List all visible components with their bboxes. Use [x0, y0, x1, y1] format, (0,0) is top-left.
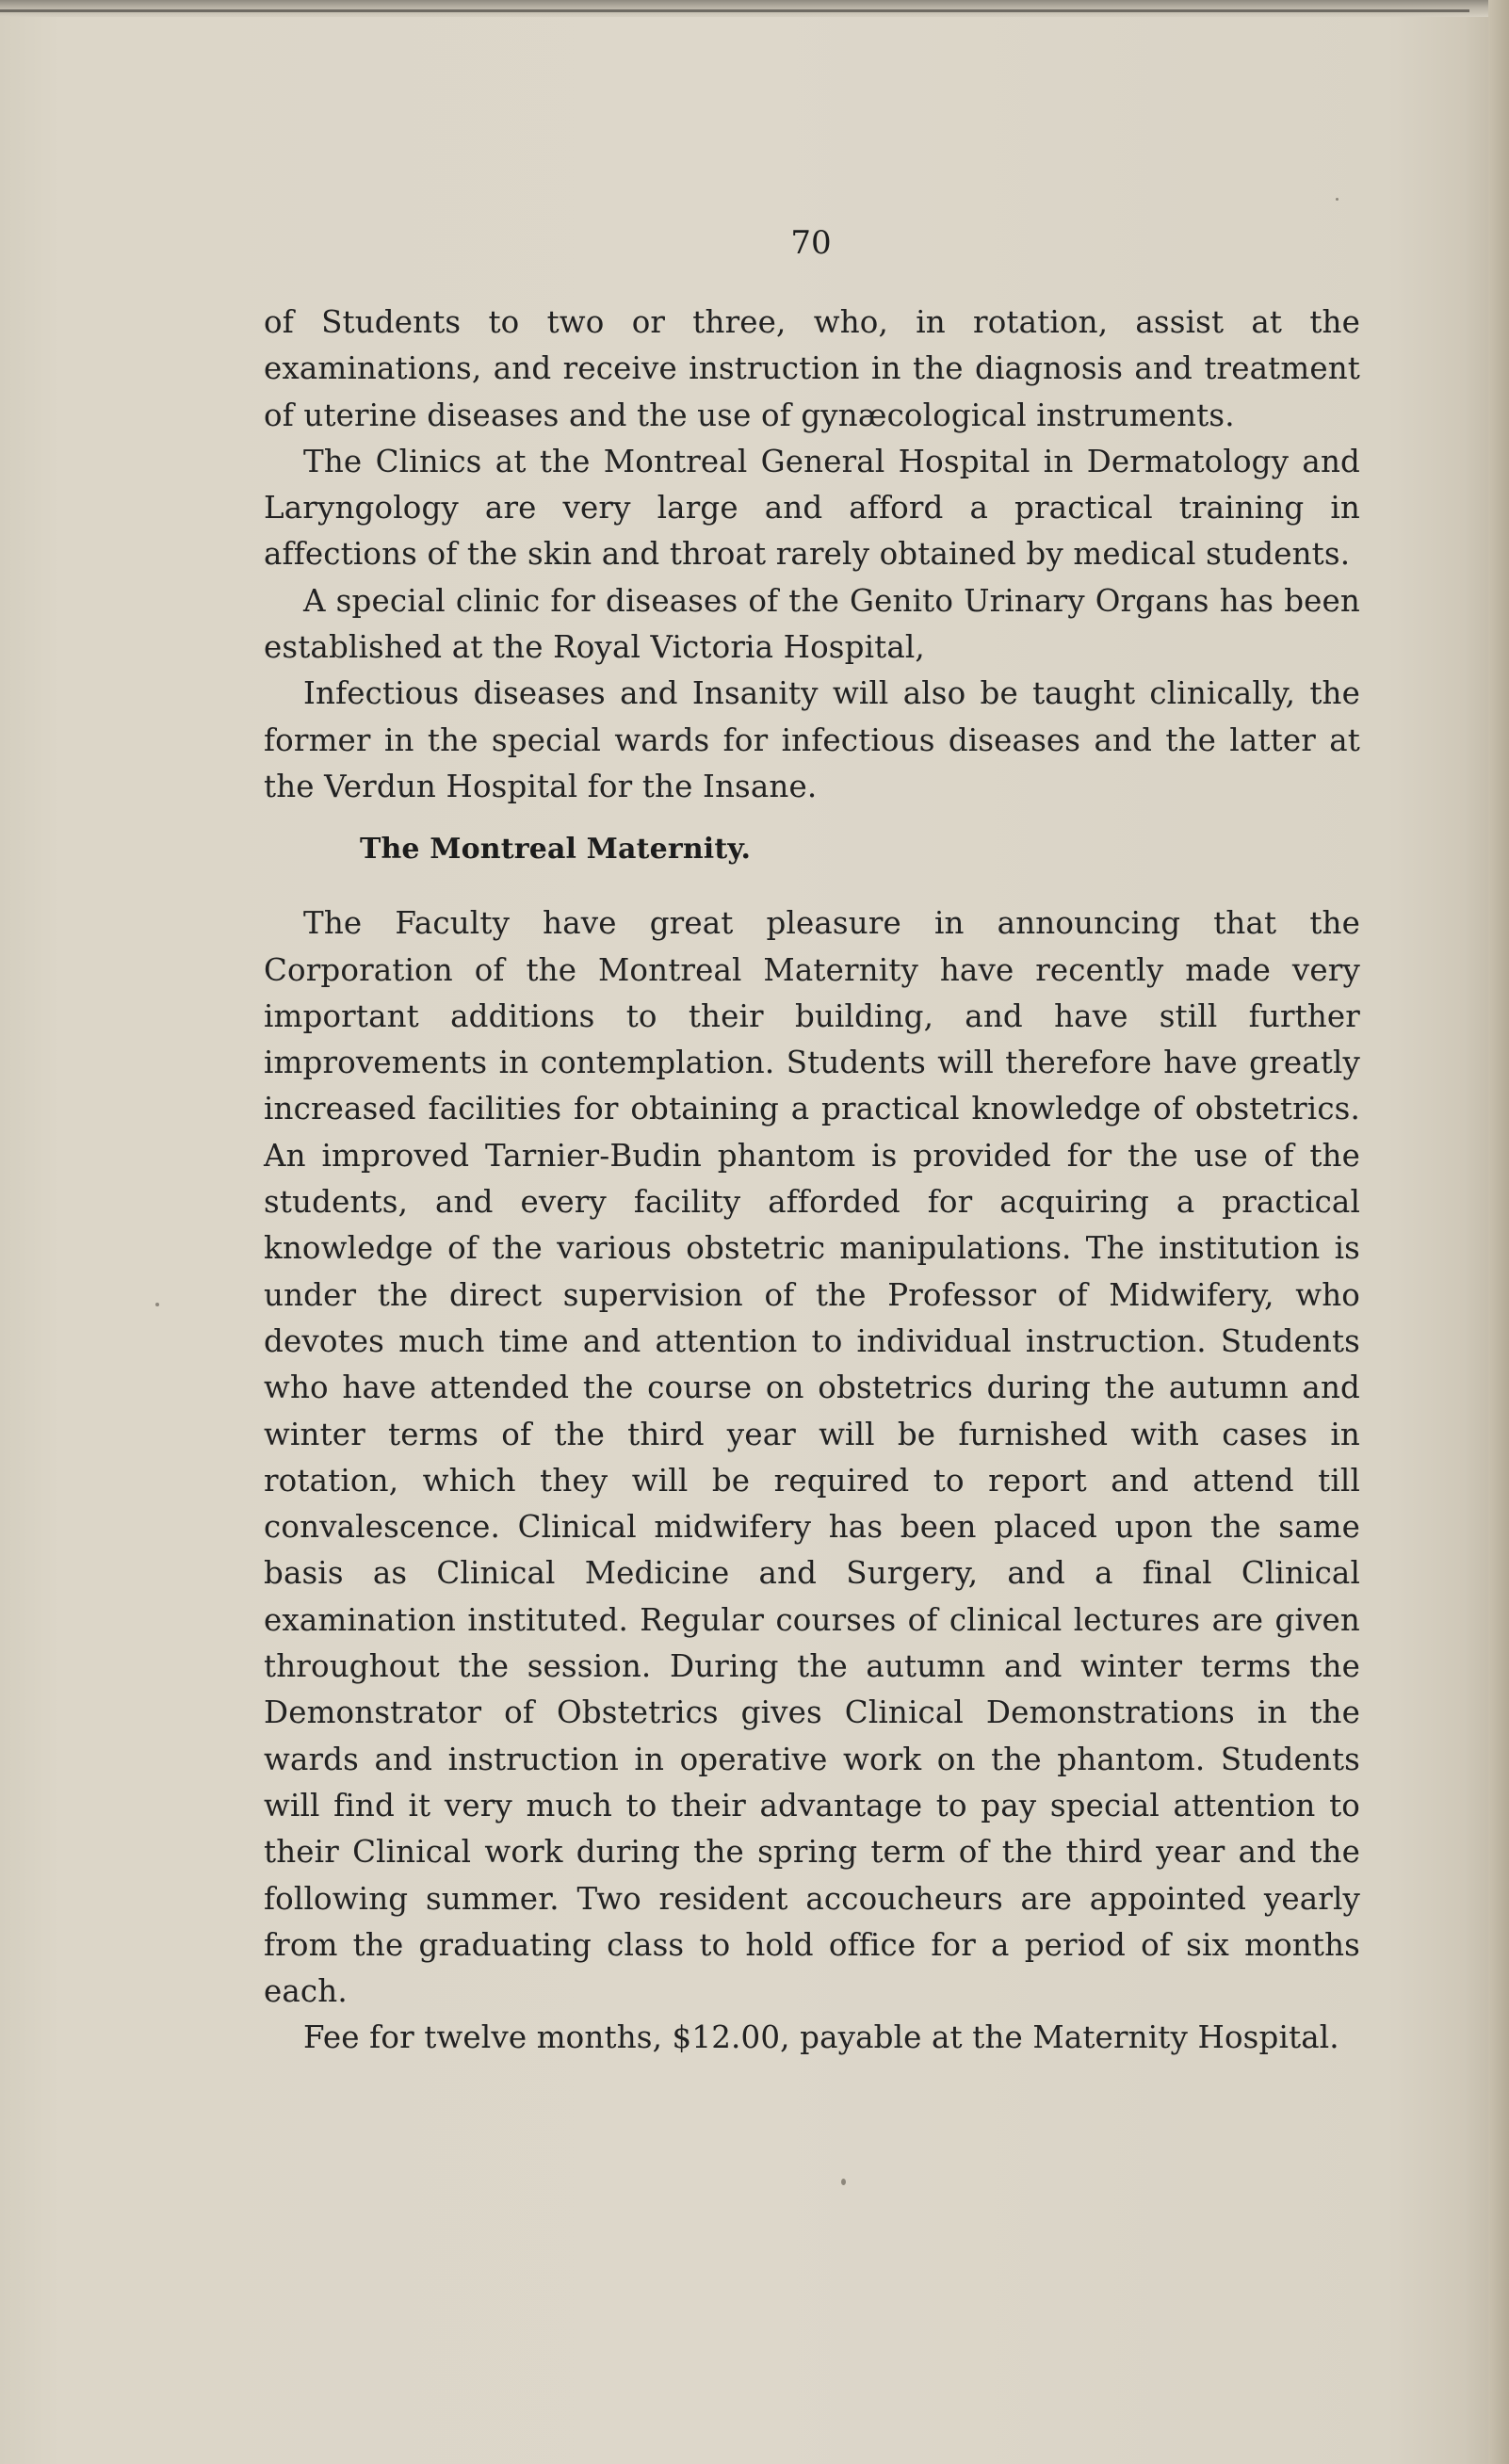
- top-rule-line: [0, 9, 1469, 12]
- top-edge-shadow: [0, 0, 1509, 17]
- paragraph-genito-urinary: A special clinic for diseases of the Genito Urinary Organs has been established at the Royal Victoria Hospital,: [264, 582, 1360, 666]
- section-heading: The Montreal Maternity.: [360, 833, 752, 867]
- page-binding-edge: [1488, 0, 1509, 2464]
- paragraph-clinics: The Clinics at the Montreal General Hospital in Dermatology and Laryngology are very large and afford a practical training in affections of the skin and throat rarely obtained by medical students.: [264, 443, 1360, 573]
- paragraph-continued: of Students to two or three, who, in rotation, assist at the examinations, and receive instruction in the diagnosis and treatment of uterine diseases and the use of gynæcological instruments.: [264, 304, 1360, 433]
- paper-speck: [155, 1303, 159, 1306]
- paragraph-fee: Fee for twelve months, $12.00, payable at the Maternity Hospital.: [303, 2019, 1339, 2056]
- paragraph-infectious-diseases: Infectious diseases and Insanity will also be taught clinically, the former in the special wards for infectious diseases and the latter at the Verdun Hospital for the Insane.: [264, 675, 1360, 804]
- page-number: 70: [790, 224, 832, 262]
- paper-speck: [1336, 198, 1339, 201]
- page-body: [264, 300, 1360, 2062]
- paper-speck: [841, 2179, 846, 2185]
- paragraph-maternity: The Faculty have great pleasure in announcing that the Corporation of the Montreal Maternity have recently made very important additions to their building, and have still further improvements in contemplation. Students will therefore have greatly increased facilities for obtaining a practical knowledge of obstetrics. An improved Tarnier-Budin phantom is provided for the use of the students, and every facility afforded for acquiring a practical knowledge of the various obstetric manipulations. The institution is under the direct supervision of the Professor of Midwifery, who devotes much time and attention to individual instruction. Students who have attended the course on obstetrics during the autumn and winter terms of the third year will be furnished with cases in rotation, which they will be required to report and attend till convalescence. Clinical midwifery has been placed upon the same basis as Clinical Medicine and Surgery, and a final Clinical examination instituted. Regular courses of clinical lectures are given throughout the session. During the autumn and winter terms the Demonstrator of Obstetrics gives Clinical Demonstrations in the wards and instruction in operative work on the phantom. Students will find it very much to their advantage to pay special attention to their Clinical work during the spring term of the third year and the following summer. Two resident accoucheurs are appointed yearly from the graduating class to hold office for a period of six months each.: [264, 905, 1360, 2010]
